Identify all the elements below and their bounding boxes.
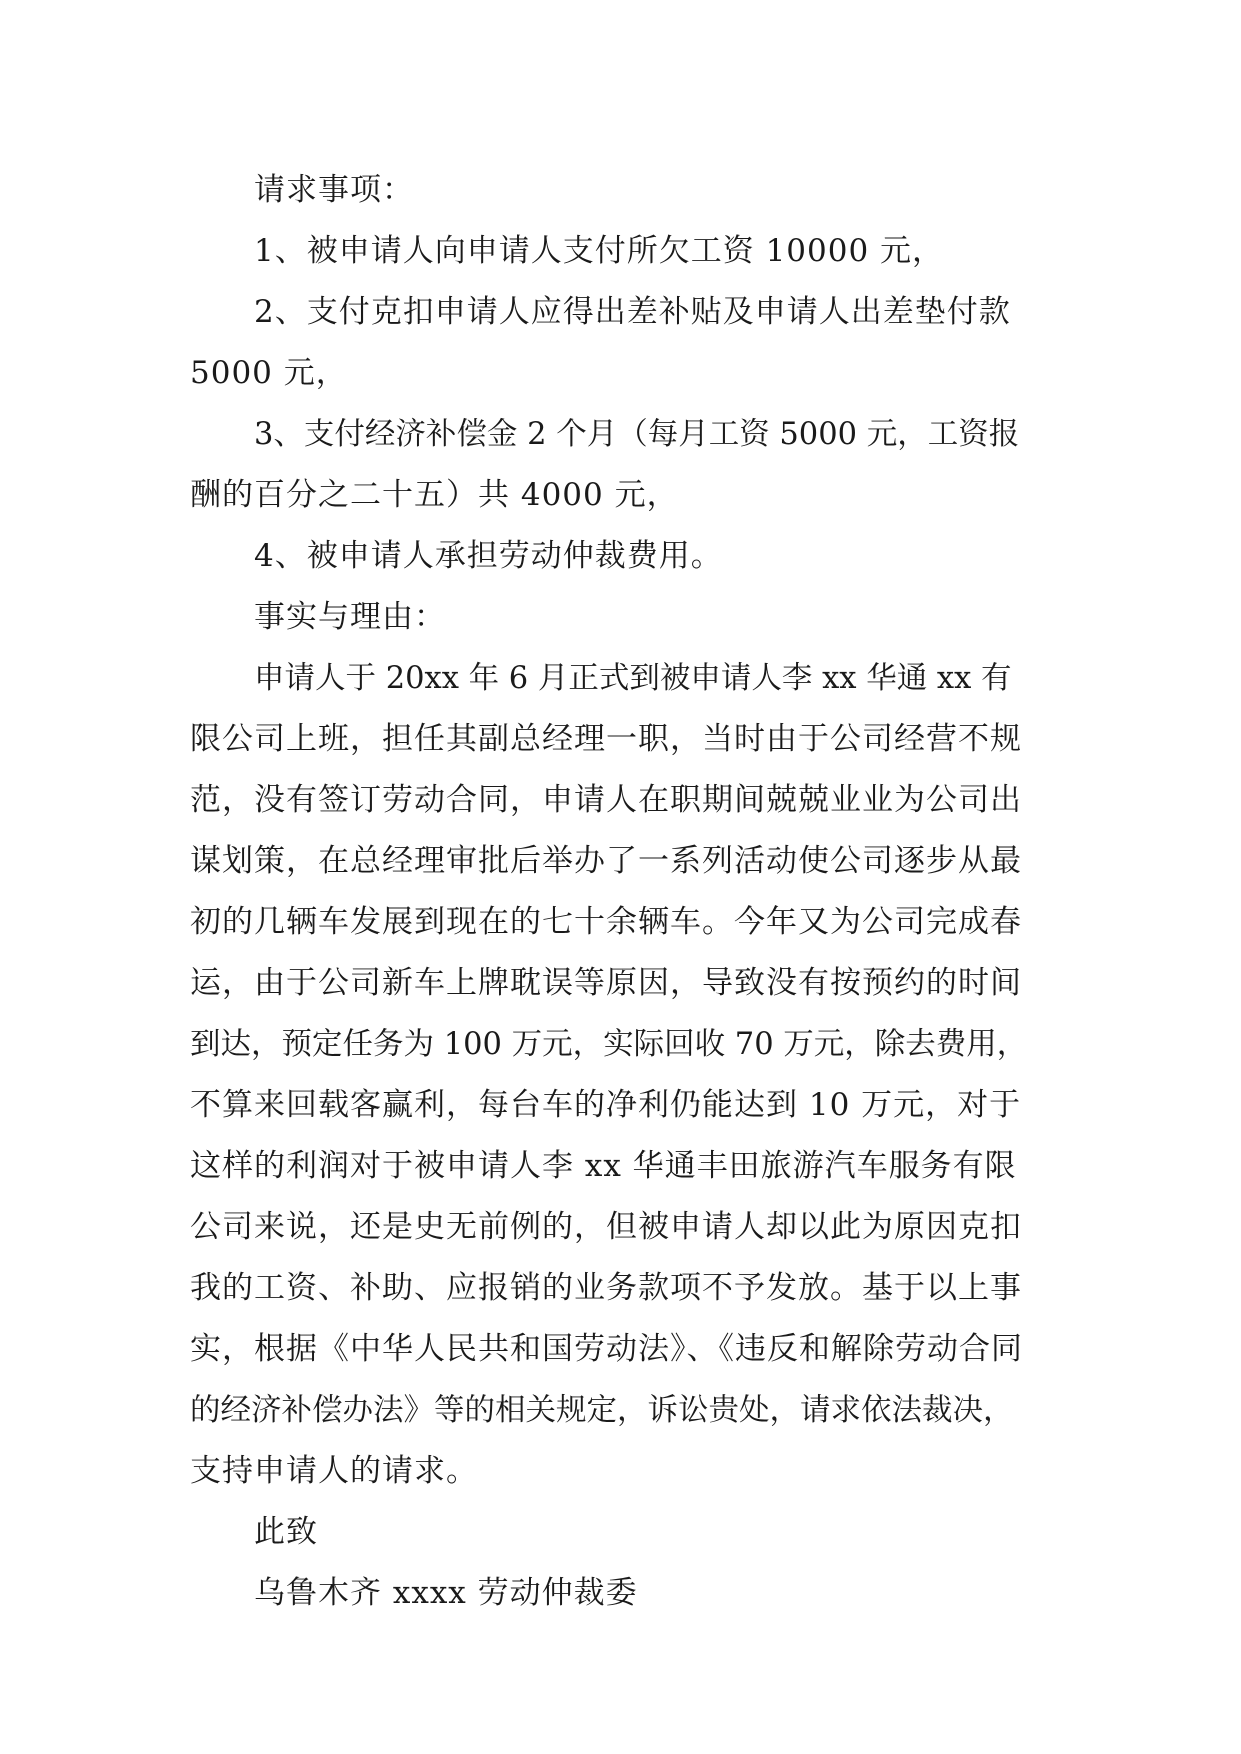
facts-paragraph-line: 初的几辆车发展到现在的七十余辆车。今年又为公司完成春 xyxy=(190,904,1022,940)
facts-paragraph-line: 的经济补偿办法》等的相关规定，诉讼贵处，请求依法裁决， xyxy=(190,1393,1014,1428)
addressee: 乌鲁木齐 xxxx 劳动仲裁委 xyxy=(254,1575,638,1611)
closing-salutation: 此致 xyxy=(254,1514,318,1550)
claim-item-4: 4、被申请人承担劳动仲裁费用。 xyxy=(254,538,723,574)
facts-paragraph-line: 我的工资、补助、应报销的业务款项不予发放。基于以上事 xyxy=(190,1270,1022,1306)
facts-paragraph-line: 到达，预定任务为 100 万元，实际回收 70 万元，除去费用， xyxy=(190,1027,1028,1062)
heading-claims: 请求事项： xyxy=(254,172,414,208)
facts-paragraph-line: 支持申请人的请求。 xyxy=(190,1453,478,1489)
facts-paragraph-line: 限公司上班，担任其副总经理一职，当时由于公司经营不规 xyxy=(190,721,1022,757)
claim-item-2-cont: 5000 元， xyxy=(190,355,348,391)
claim-item-1: 1、被申请人向申请人支付所欠工资 10000 元， xyxy=(254,233,945,269)
facts-paragraph-line: 运，由于公司新车上牌耽误等原因，导致没有按预约的时间 xyxy=(190,965,1022,1001)
facts-paragraph-line: 范，没有签订劳动合同，申请人在职期间兢兢业业为公司出 xyxy=(190,782,1022,818)
facts-paragraph-line: 这样的利润对于被申请人李 xx 华通丰田旅游汽车服务有限 xyxy=(190,1148,1017,1184)
claim-item-3: 3、支付经济补偿金 2 个月（每月工资 5000 元，工资报 xyxy=(254,417,1020,452)
facts-paragraph-line: 谋划策，在总经理审批后举办了一系列活动使公司逐步从最 xyxy=(190,843,1022,879)
facts-paragraph-line: 不算来回载客赢利，每台车的净利仍能达到 10 万元，对于 xyxy=(190,1087,1022,1123)
claim-item-2: 2、支付克扣申请人应得出差补贴及申请人出差垫付款 xyxy=(254,294,1011,330)
claim-item-3-cont: 酬的百分之二十五）共 4000 元， xyxy=(190,477,679,513)
facts-paragraph-line: 公司来说，还是史无前例的，但被申请人却以此为原因克扣 xyxy=(190,1209,1022,1245)
heading-facts: 事实与理由： xyxy=(254,599,446,635)
facts-paragraph-line: 实，根据《中华人民共和国劳动法》、《违反和解除劳动合同 xyxy=(190,1331,1023,1367)
facts-paragraph-line: 申请人于 20xx 年 6 月正式到被申请人李 xx 华通 xx 有 xyxy=(254,661,1012,696)
document-body xyxy=(190,160,1050,1624)
